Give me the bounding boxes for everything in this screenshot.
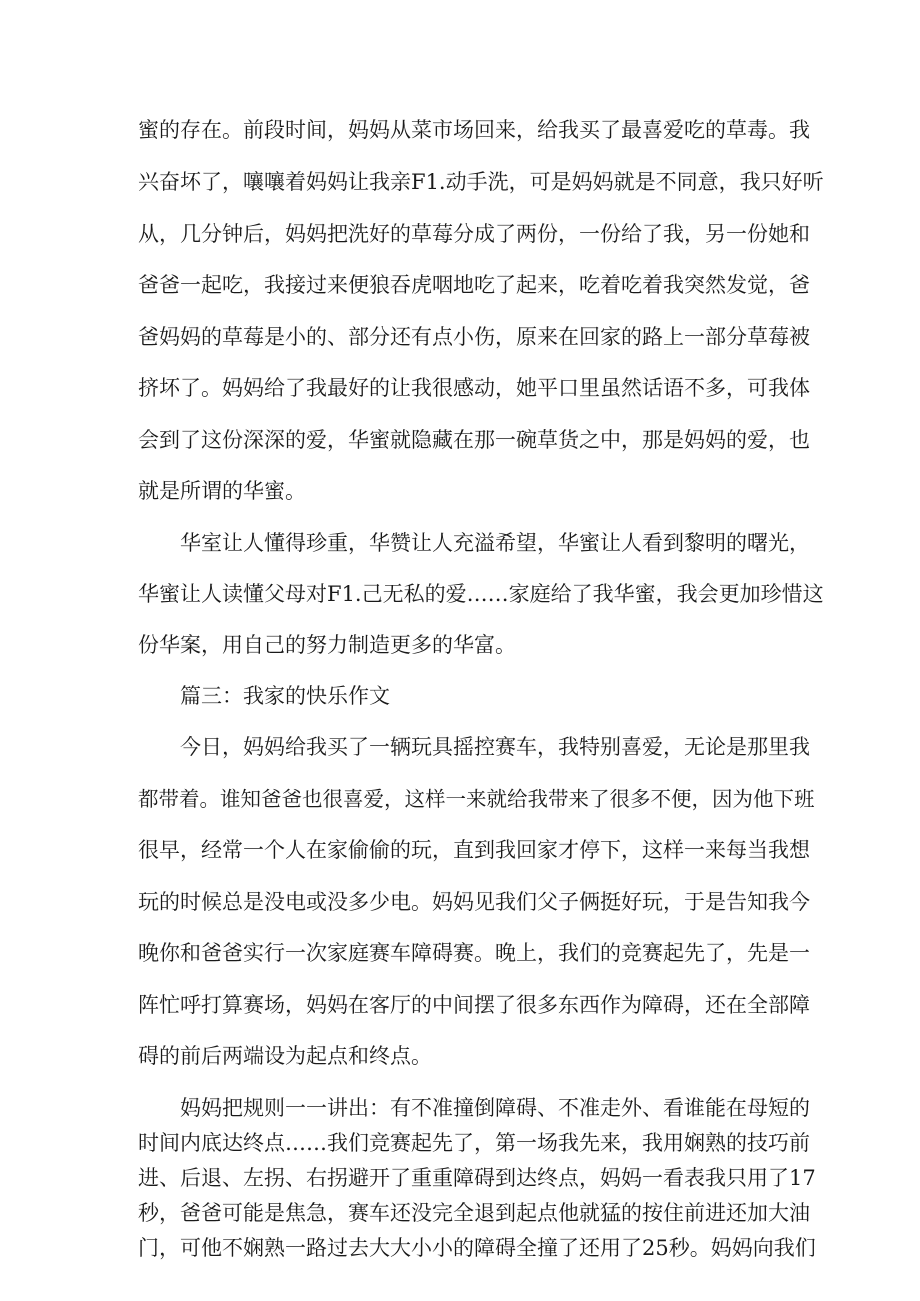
text-line: 门，可他不娴熟一路过去大大小小的障碍全撞了还用了25秒。妈妈向我们 — [138, 1236, 816, 1260]
text-line: 玩的时候总是没电或没多少电。妈妈见我们父子俩挺好玩，于是告知我今 — [138, 890, 810, 914]
text-line: 份华案，用自己的努力制造更多的华富。 — [138, 633, 516, 657]
text-line: 进、后退、左拐、右拐避开了重重障碍到达终点，妈妈一看表我只用了17 — [138, 1166, 816, 1190]
text-line: 今日，妈妈给我买了一辆玩具摇控赛车，我特别喜爱，无论是那里我 — [138, 735, 810, 759]
text-line: 爸爸一起吃，我接过来便狼吞虎咽地吃了起来，吃着吃着我突然发觉，爸 — [138, 273, 810, 297]
text-line: 就是所谓的华蜜。 — [138, 479, 306, 503]
text-line: 很早，经常一个人在家偷偷的玩，直到我回家才停下，这样一来每当我想 — [138, 838, 810, 862]
text-line: 时间内底达终点……我们竞赛起先了，第一场我先来，我用娴熟的技巧前 — [138, 1131, 810, 1155]
text-line: 爸妈妈的草莓是小的、部分还有点小伤，原来在回家的路上一部分草莓被 — [138, 325, 810, 349]
text-line: 华蜜让人读懂父母对F1.己无私的爱……家庭给了我华蜜，我会更加珍惜这 — [138, 582, 824, 606]
section-heading-text: 篇三：我家的快乐作文 — [138, 684, 390, 708]
text-line: 妈妈把规则一一讲出：有不准撞倒障碍、不准走外、看谁能在母短的 — [138, 1096, 810, 1120]
text-line: 晚你和爸爸实行一次家庭赛车障碍赛。晚上，我们的竞赛起先了，先是一 — [138, 941, 810, 965]
text-line: 从，几分钟后，妈妈把洗好的草莓分成了两份，一份给了我，另一份她和 — [138, 222, 810, 246]
text-line: 碍的前后两端设为起点和终点。 — [138, 1044, 432, 1068]
text-line: 都带着。谁知爸爸也很喜爱，这样一来就给我带来了很多不便，因为他下班 — [138, 787, 815, 811]
text-line: 兴奋坏了，嚷嚷着妈妈让我亲F1.动手洗，可是妈妈就是不同意，我只好听 — [138, 170, 824, 194]
text-line: 秒，爸爸可能是焦急，赛车还没完全退到起点他就猛的按住前进还加大油 — [138, 1201, 810, 1225]
text-line: 华室让人懂得珍重，华赞让人充溢希望，华蜜让人看到黎明的曙光， — [138, 531, 810, 555]
text-line: 阵忙呼打算赛场，妈妈在客厅的中间摆了很多东西作为障碍，还在全部障 — [138, 993, 810, 1017]
text-line: 会到了这份深深的爱，华蜜就隐藏在那一碗草货之中，那是妈妈的爱，也 — [138, 428, 810, 452]
text-line: 蜜的存在。前段时间，妈妈从菜市场回来，给我买了最喜爱吃的草毒。我 — [138, 118, 810, 142]
text-line: 挤坏了。妈妈给了我最好的让我很感动，她平口里虽然话语不多，可我体 — [138, 376, 810, 400]
